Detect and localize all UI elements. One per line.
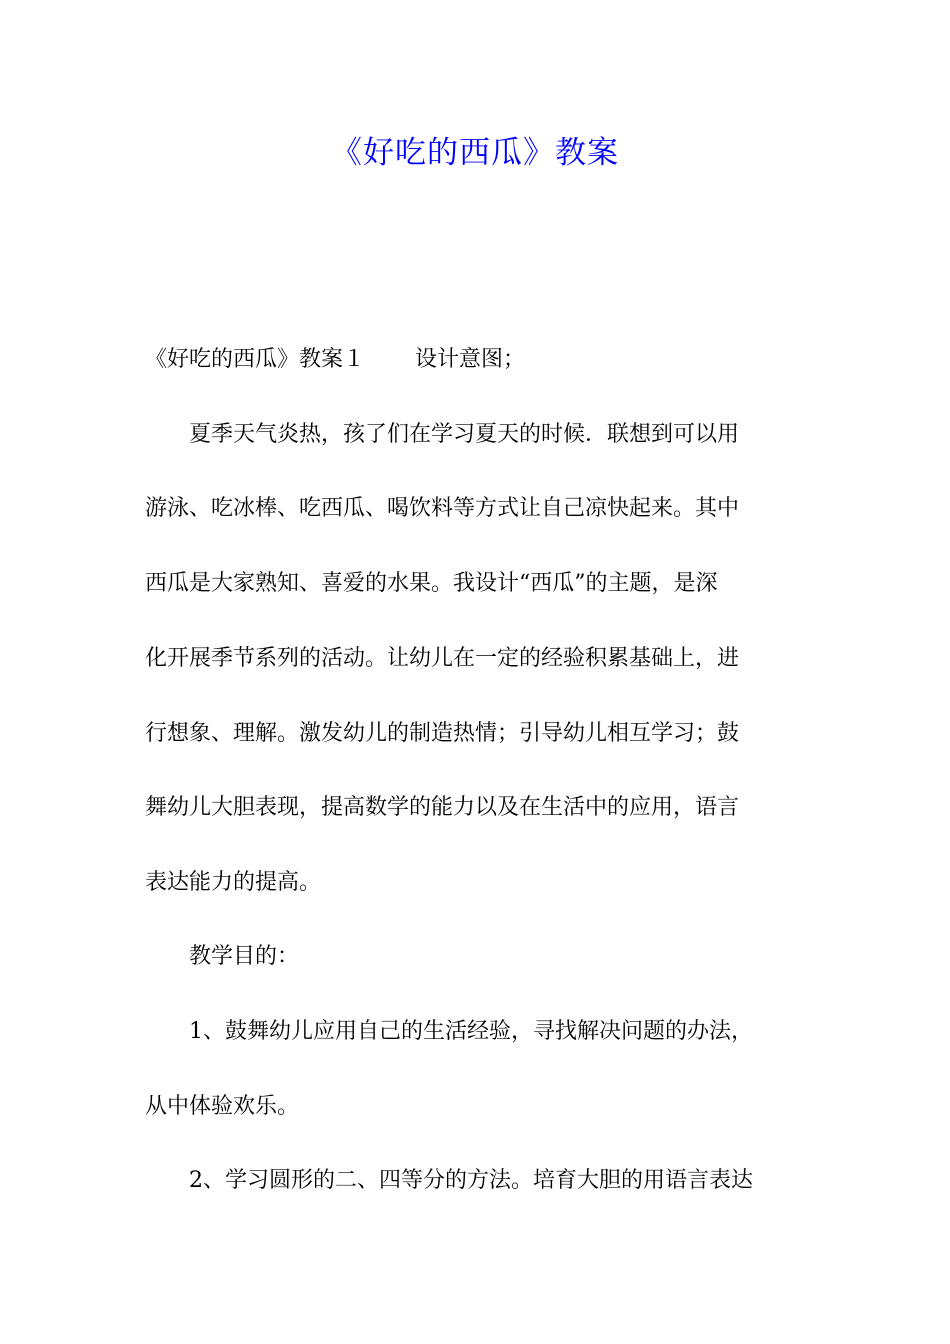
- body-line: 夏季天气炎热，孩了们在学习夏天的时候．联想到可以用: [145, 422, 740, 447]
- body-line: 行想象、理解。激发幼儿的制造热情；引导幼儿相互学习；鼓: [145, 721, 740, 746]
- section-heading: [145, 345, 525, 375]
- body-line: 2、学习圆形的二、四等分的方法。培育大胆的用语言表达: [145, 1168, 753, 1193]
- heading-section: 设计意图；: [415, 347, 526, 372]
- body-line: 1、鼓舞幼儿应用自己的生活经验，寻找解决问题的办法，: [145, 1019, 753, 1044]
- body-line: 化开展季节系列的活动。让幼儿在一定的经验积累基础上，进: [145, 646, 740, 671]
- document-title: 《好吃的西瓜》教案: [331, 135, 619, 171]
- body-line: 游泳、吃冰棒、吃西瓜、喝饮料等方式让自己凉快起来。其中: [145, 496, 740, 521]
- body-line: 表达能力的提高。: [145, 870, 322, 895]
- body-line: 西瓜是大家熟知、喜爱的水果。我设计“西瓜”的主题，是深: [145, 571, 718, 596]
- body-line: 舞幼儿大胆表现，提高数学的能力以及在生活中的应用，语言: [145, 795, 740, 820]
- body-line: 从中体验欢乐。: [145, 1094, 300, 1119]
- body-line: 教学目的：: [145, 944, 300, 969]
- heading-label: 《好吃的西瓜》教案１: [145, 347, 366, 372]
